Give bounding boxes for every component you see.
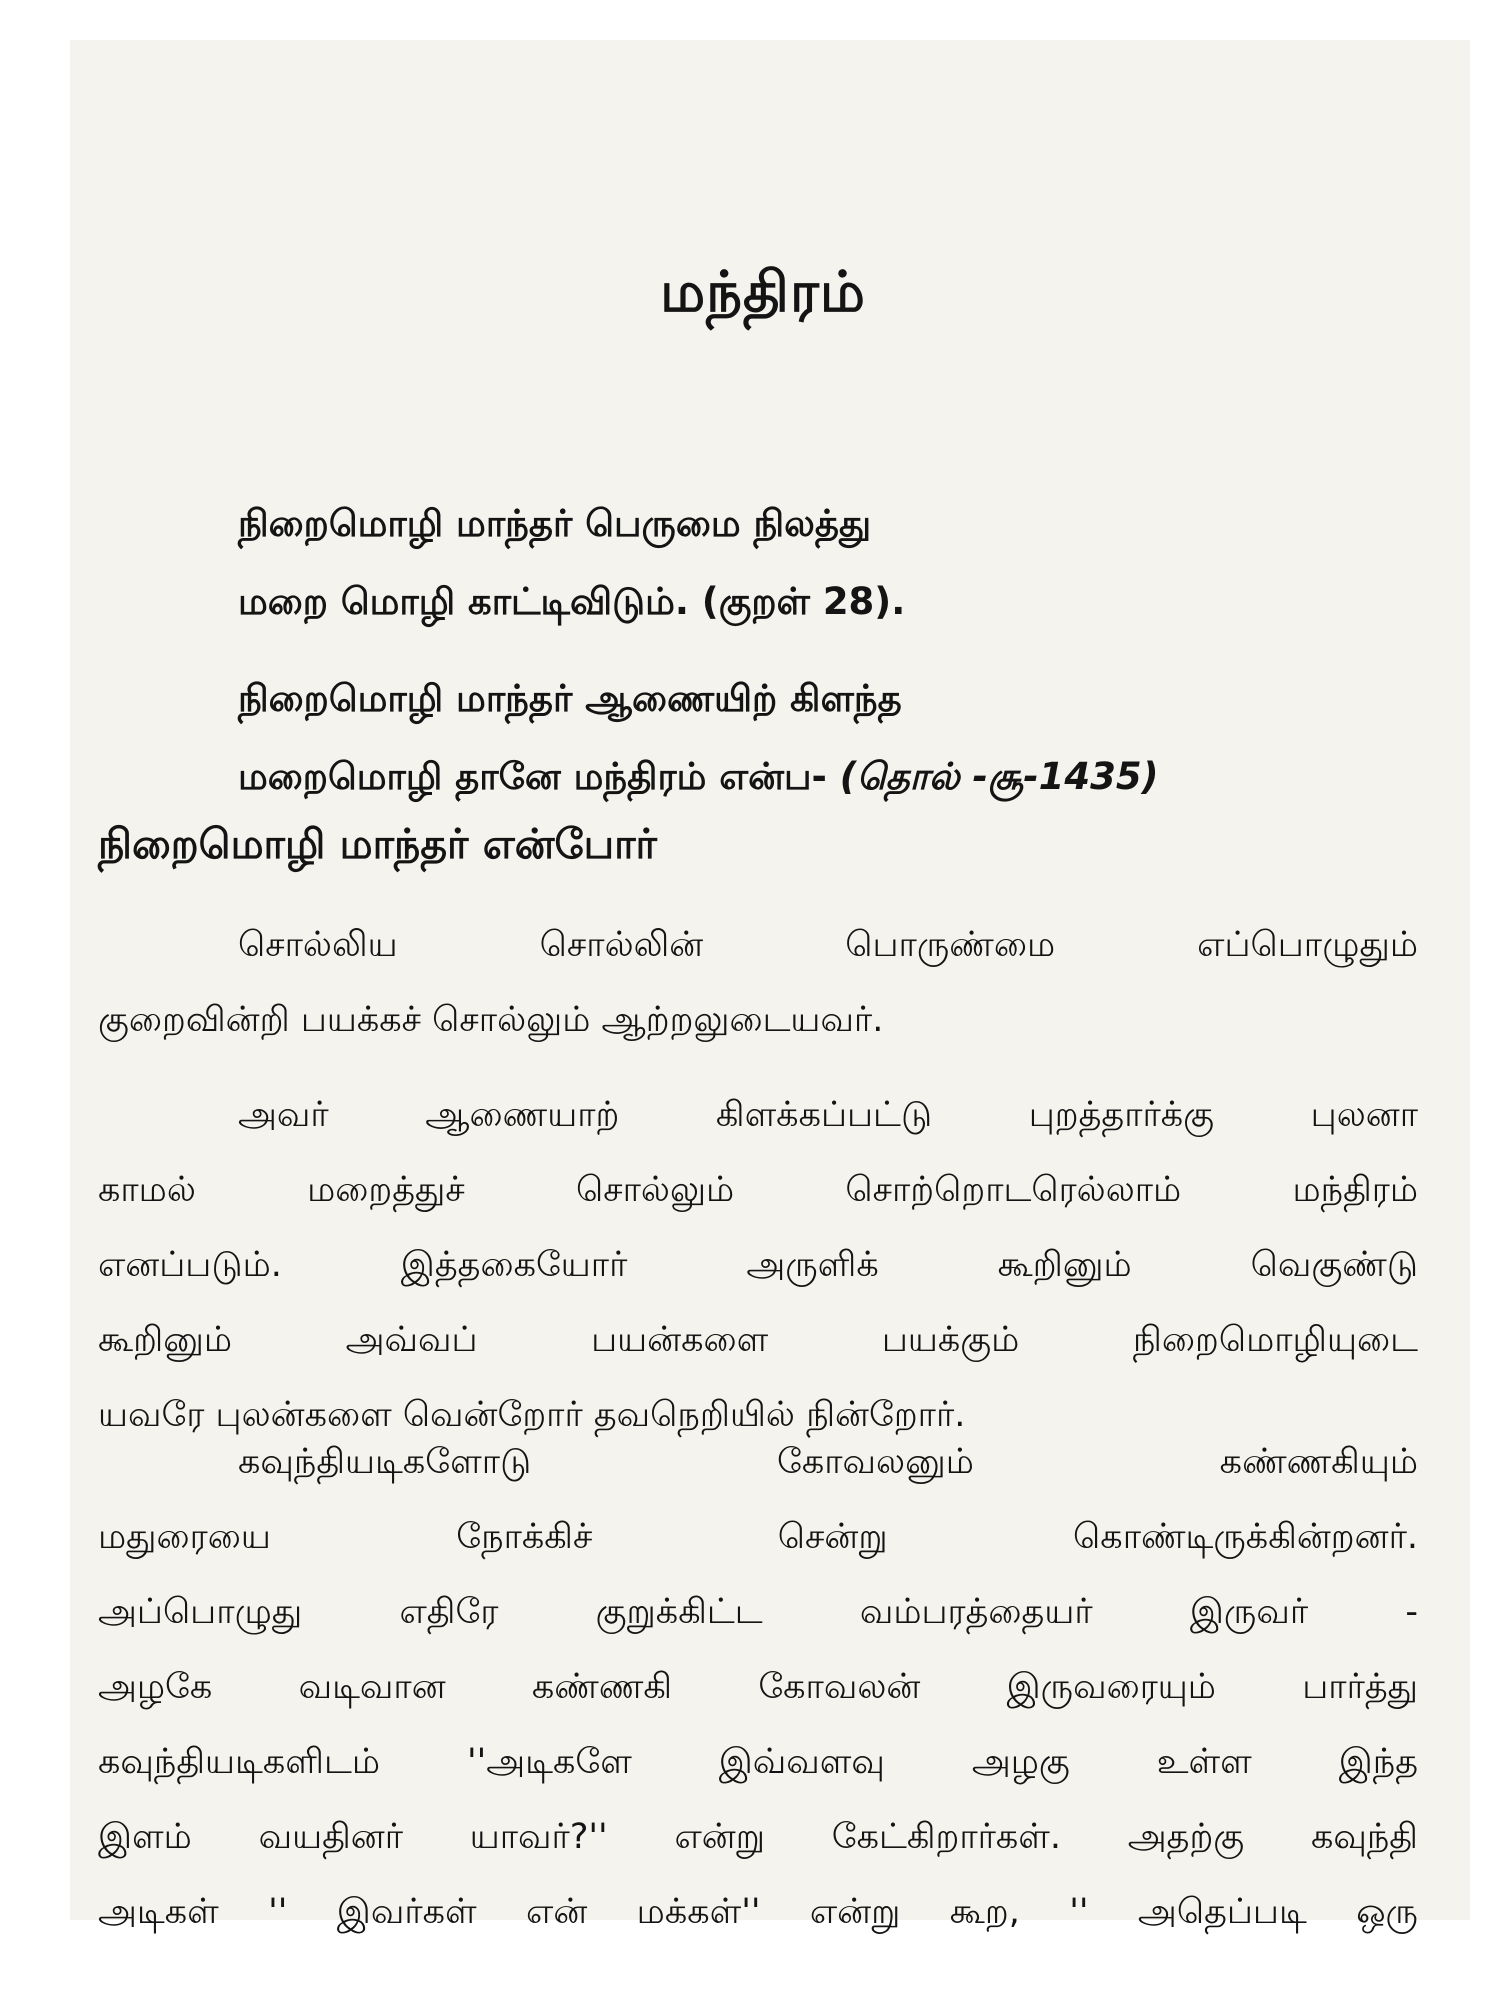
verse-citation: (குறள் 28). xyxy=(688,580,906,623)
paragraph-3 xyxy=(98,1425,1418,1950)
verse-line: நிறைமொழி மாந்தர் பெருமை நிலத்து xyxy=(238,502,872,545)
paragraph-1 xyxy=(98,908,1418,1058)
paragraph-line: சொல்லிய சொல்லின் பொருண்மை எப்பொழுதும் xyxy=(238,925,1418,965)
paragraph-line: அப்பொழுது எதிரே குறுக்கிட்ட வம்பரத்தையர் இருவர் - xyxy=(98,1592,1418,1632)
paragraph-line: கூறினும் அவ்வப் பயன்களை பயக்கும் நிறைமொழியுடை xyxy=(98,1320,1418,1360)
paragraph-line: அழகே வடிவான கண்ணகி கோவலன் இருவரையும் பார்த்து xyxy=(98,1667,1418,1707)
paragraph-line: குறைவின்றி பயக்கச் சொல்லும் ஆற்றலுடையவர். xyxy=(98,1000,884,1040)
paragraph-2 xyxy=(98,1078,1418,1453)
paragraph-line: மதுரையை நோக்கிச் சென்று கொண்டிருக்கின்றனர். xyxy=(98,1517,1418,1557)
verse-text: மறைமொழி தானே மந்திரம் என்ப- xyxy=(238,755,827,798)
paragraph-line: அடிகள் '' இவர்கள் என் மக்கள்'' என்று கூற, '' அதெப்படி ஒரு xyxy=(98,1892,1418,1932)
paragraph-line: காமல் மறைத்துச் சொல்லும் சொற்றொடரெல்லாம் மந்திரம் xyxy=(98,1170,1418,1210)
verse-kural xyxy=(238,485,1428,641)
verse-line: நிறைமொழி மாந்தர் ஆணையிற் கிளந்த xyxy=(238,677,902,720)
verse-line-with-citation xyxy=(238,738,1428,816)
verse-line-with-citation xyxy=(238,563,1428,641)
verse-tholkappiyam xyxy=(238,660,1428,816)
verse-citation: (தொல் -சூ-1435) xyxy=(826,755,1159,798)
paragraph-line: இளம் வயதினர் யாவர்?'' என்று கேட்கிறார்கள். அதற்கு கவுந்தி xyxy=(98,1817,1418,1857)
section-heading: நிறைமொழி மாந்தர் என்போர் xyxy=(98,820,657,868)
paragraph-line: கவுந்தியடிகளோடு கோவலனும் கண்ணகியும் xyxy=(238,1442,1418,1482)
paragraph-line: எனப்படும். இத்தகையோர் அருளிக் கூறினும் வெகுண்டு xyxy=(98,1245,1418,1285)
book-page xyxy=(70,40,1470,1932)
paragraph-line: கவுந்தியடிகளிடம் ''அடிகளே இவ்வளவு அழகு உள்ள இந்த xyxy=(98,1742,1418,1782)
paragraph-line: அவர் ஆணையாற் கிளக்கப்பட்டு புறத்தார்க்கு புலனா xyxy=(238,1095,1418,1135)
page-title: மந்திரம் xyxy=(660,260,866,325)
verse-text: மறை மொழி காட்டிவிடும். xyxy=(238,580,689,623)
paragraph-line: யவரே புலன்களை வென்றோர் தவநெறியில் நின்றோர். xyxy=(98,1395,966,1435)
